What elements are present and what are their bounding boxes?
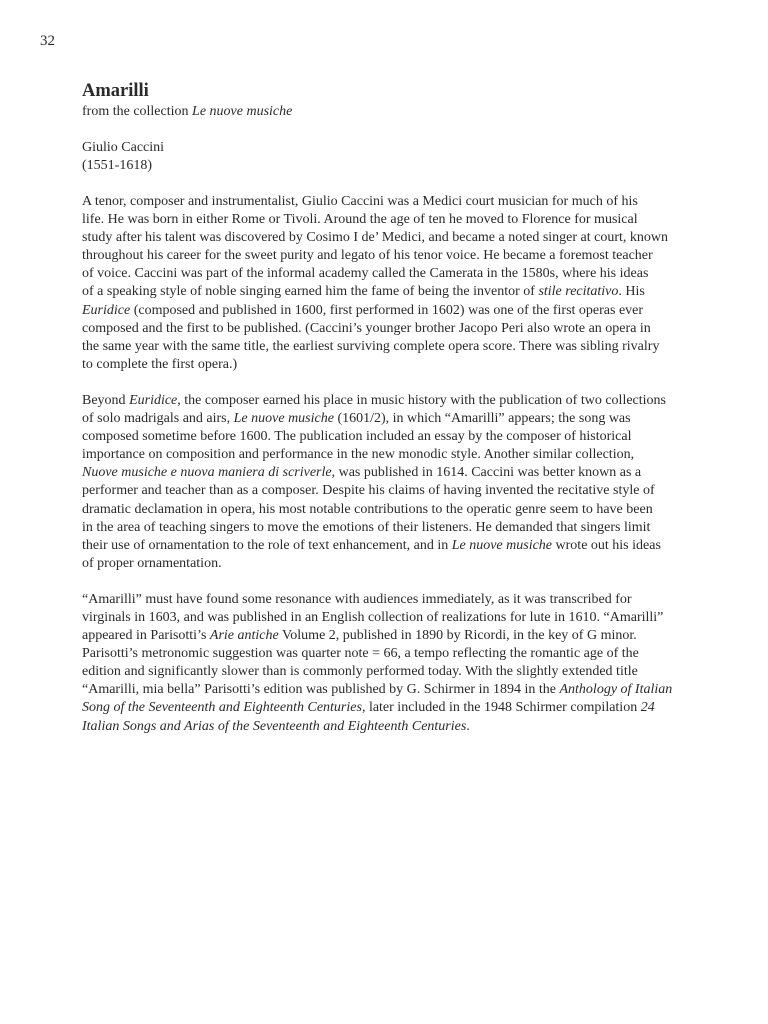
italic-title: Le nuove musiche (451, 537, 553, 553)
text-line (82, 519, 712, 537)
text-line (82, 428, 712, 446)
text-line (82, 392, 712, 410)
text-line (82, 193, 712, 211)
paragraph (82, 591, 712, 736)
text-run: to complete the first opera.) (82, 356, 238, 372)
italic-title: Euridice (82, 302, 131, 318)
text-line (82, 320, 712, 338)
italic-title: Song of the Seventeenth and Eighteenth Centuries (82, 700, 362, 716)
text-line (82, 609, 712, 627)
body-text (82, 193, 712, 736)
text-run: of solo madrigals and airs, (82, 411, 234, 427)
text-line (82, 627, 712, 645)
text-run: of proper ornamentation. (82, 555, 222, 571)
text-line (82, 302, 712, 320)
text-line (82, 464, 712, 482)
text-line (82, 356, 712, 374)
text-line (82, 591, 712, 609)
text-run: dramatic declamation in opera, his most notable contributions to the operatic genre seem to have been (82, 501, 653, 517)
text-run: . His (618, 284, 645, 300)
composer-dates: (1551-1618) (82, 158, 152, 173)
composer-block (82, 139, 712, 175)
text-run: the same year with the same title, the earliest surviving complete opera score. There was sibling rivalry (82, 338, 660, 354)
italic-title: Italian Songs and Arias of the Seventeenth and Eighteenth Centuries (82, 718, 467, 734)
text-line (82, 681, 712, 699)
italic-title: Euridice (129, 392, 178, 408)
song-subtitle (82, 103, 712, 121)
subtitle-prefix: from the collection (82, 104, 193, 119)
text-run: of voice. Caccini was part of the informal academy called the Camerata in the 1580s, where his ideas (82, 266, 649, 282)
text-run: Parisotti’s metronomic suggestion was quarter note = 66, a tempo reflecting the romantic age of the (82, 646, 639, 662)
text-run: throughout his career for the sweet purity and legato of his tenor voice. He became a foremost teacher (82, 248, 653, 264)
text-run: importance on composition and performance in the new monodic style. Another similar collection, (82, 447, 635, 463)
text-run: (1601/2), in which “Amarilli” appears; the song was (333, 411, 631, 427)
paragraph (82, 193, 712, 374)
text-line (82, 211, 712, 229)
text-line (82, 283, 712, 301)
text-run: . (466, 718, 470, 734)
text-line (82, 229, 712, 247)
italic-title: 24 (640, 700, 655, 716)
text-run: virginals in 1603, and was published in an English collection of realizations for lute in 1610. “Amarilli” (82, 609, 664, 625)
page-number: 32 (40, 33, 55, 49)
text-run: edition and significantly slower than is commonly performed today. With the slightly extended title (82, 664, 638, 680)
text-line (82, 501, 712, 519)
text-line (82, 482, 712, 500)
text-line (82, 410, 712, 428)
collection-title: Le nuove musiche (192, 104, 293, 119)
text-line (82, 265, 712, 283)
text-run: “Amarilli” must have found some resonance with audiences immediately, as it was transcribed for (82, 591, 632, 607)
composer-name: Giulio Caccini (82, 140, 165, 155)
text-line (82, 247, 712, 265)
text-run: composed and the first to be published. (Caccini’s younger brother Jacopo Peri also wrote an opera in (82, 320, 651, 336)
text-run: , was published in 1614. Caccini was better known as a (331, 465, 642, 481)
italic-title: Anthology of Italian (559, 682, 673, 698)
text-run: their use of ornamentation to the role of text enhancement, and in (82, 537, 452, 553)
text-line (82, 718, 712, 736)
italic-title: Arie antiche (209, 628, 279, 644)
text-run: , the composer earned his place in music history with the publication of two collections (177, 392, 666, 408)
text-run: “Amarilli, mia bella” Parisotti’s edition was published by G. Schirmer in 1894 in the (82, 682, 560, 698)
text-line (82, 663, 712, 681)
text-run: Beyond (82, 392, 130, 408)
song-title: Amarilli (82, 81, 149, 101)
text-line (82, 699, 712, 717)
text-line (82, 338, 712, 356)
italic-title: stile recitativo (538, 284, 619, 300)
paragraph (82, 392, 712, 573)
text-run: study after his talent was discovered by Cosimo I de’ Medici, and became a noted singer at court, known (82, 230, 669, 246)
text-run: wrote out his ideas (552, 537, 661, 553)
article (82, 80, 712, 736)
text-line (82, 537, 712, 555)
text-run: composed sometime before 1600. The publication included an essay by the composer of historical (82, 429, 632, 445)
text-line (82, 446, 712, 464)
text-run: appeared in Parisotti’s (82, 628, 210, 644)
text-line (82, 645, 712, 663)
text-run: in the area of teaching singers to move the emotions of their listeners. He demanded that singers limit (82, 519, 651, 535)
text-run: (composed and published in 1600, first performed in 1602) was one of the first operas ever (130, 302, 644, 318)
text-run: life. He was born in either Rome or Tivoli. Around the age of ten he moved to Florence for musical (82, 212, 638, 228)
italic-title: Nuove musiche e nuova maniera di scriverle (82, 465, 332, 481)
italic-title: Le nuove musiche (233, 411, 334, 427)
text-run: Volume 2, published in 1890 by Ricordi, in the key of G minor. (278, 628, 637, 644)
text-run: performer and teacher than as a composer. Despite his claims of having invented the recitative style of (82, 483, 655, 499)
text-run: of a speaking style of noble singing earned him the fame of being the inventor of (82, 284, 539, 300)
text-run: , later included in the 1948 Schirmer compilation (361, 700, 641, 716)
text-line (82, 555, 712, 573)
text-run: A tenor, composer and instrumentalist, Giulio Caccini was a Medici court musician for much of his (82, 194, 638, 209)
